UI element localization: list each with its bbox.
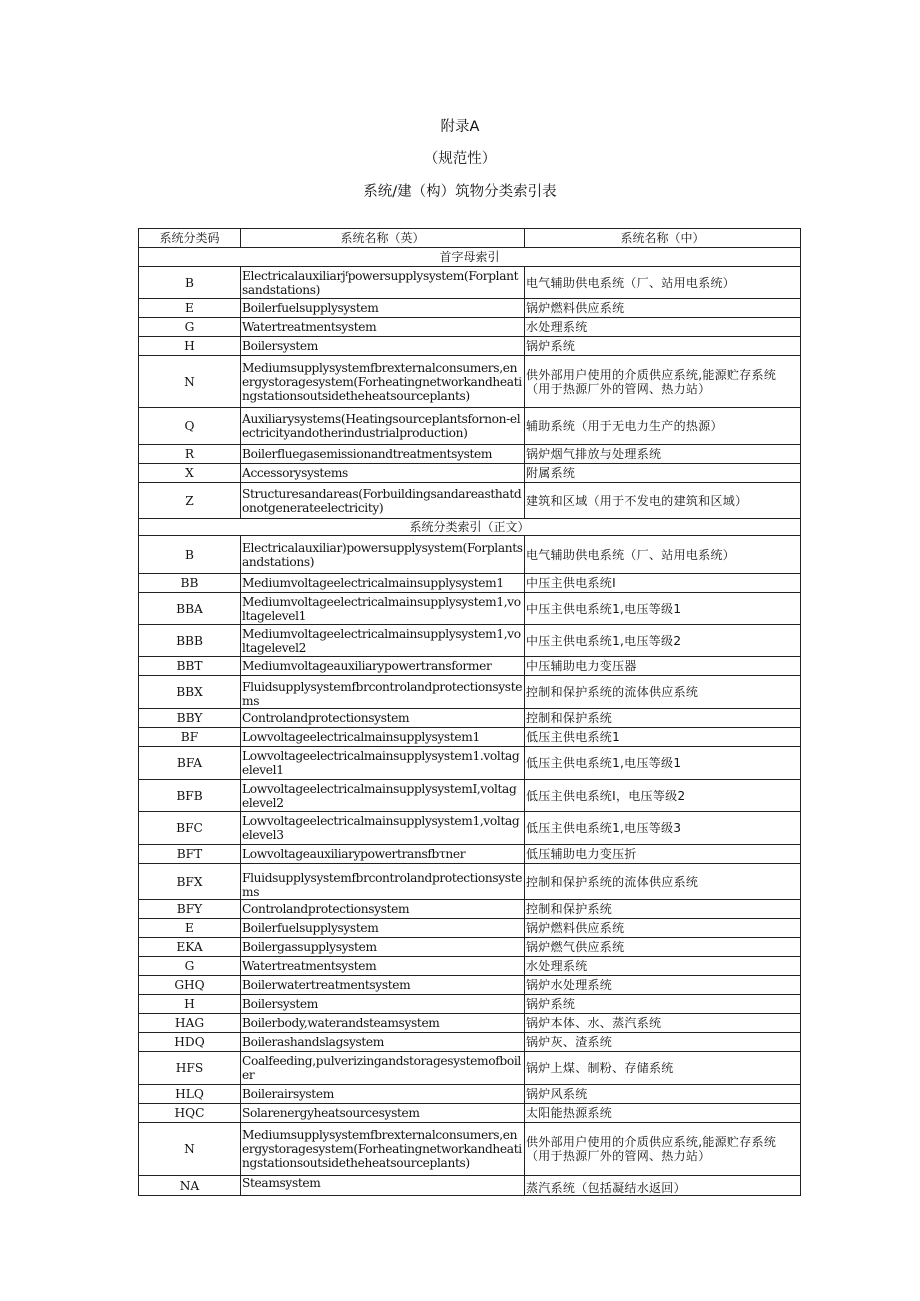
table-row: [139, 483, 801, 519]
cell-code: BFX: [139, 864, 241, 900]
cell-name-zh: 中压辅助电力变压器: [525, 657, 801, 676]
cell-name-zh: 建筑和区域（用于不发电的建筑和区域）: [525, 483, 801, 519]
table-row: [139, 625, 801, 657]
table-row: [139, 812, 801, 845]
cell-name-en: Lowvoltageelectricalmainsupplysystem1.voltagelevel1: [241, 747, 525, 780]
cell-code: B: [139, 536, 241, 574]
table-row: [139, 445, 801, 464]
table-row: [139, 1033, 801, 1052]
cell-name-zh: 低压辅助电力变压折: [525, 845, 801, 864]
cell-name-en: Accessorysystems: [241, 464, 525, 483]
cell-name-en: Lowvoltageelectricalmainsupplysystem1,voltagelevel3: [241, 812, 525, 845]
table-row: [139, 728, 801, 747]
table-row: [139, 676, 801, 709]
cell-name-zh: 锅炉系统: [525, 995, 801, 1014]
cell-code: BBX: [139, 676, 241, 709]
cell-code: G: [139, 957, 241, 976]
cell-name-zh: 蒸汽系统（包括凝结水返回）: [525, 1176, 801, 1196]
table-row: [139, 1104, 801, 1123]
cell-code: BFT: [139, 845, 241, 864]
cell-name-zh: 锅炉风系统: [525, 1085, 801, 1104]
cell-name-en: Steamsystem: [241, 1176, 525, 1196]
table-title: 系统/建（构）筑物分类索引表: [363, 184, 557, 200]
cell-code: BBT: [139, 657, 241, 676]
cell-code: N: [139, 1123, 241, 1176]
table-row: [139, 780, 801, 812]
cell-code: BBY: [139, 709, 241, 728]
cell-name-zh: 控制和保护系统: [525, 900, 801, 919]
cell-name-en: Auxiliarysystems(Heatingsourceplantsfornon-electricityandotherindustrialproduction): [241, 408, 525, 445]
appendix-label: 附录A: [440, 119, 480, 135]
table-row: [139, 1123, 801, 1176]
cell-name-en: Controlandprotectionsystem: [241, 900, 525, 919]
table-row: [139, 747, 801, 780]
cell-name-zh: 供外部用户使用的介质供应系统,能源贮存系统（用于热源厂外的管网、热力站）: [525, 356, 801, 408]
cell-code: BBA: [139, 593, 241, 625]
normative-label: （规范性）: [423, 151, 497, 167]
cell-name-en: Boilerfuelsupplysystem: [241, 299, 525, 318]
table-row: [139, 593, 801, 625]
cell-name-zh: 控制和保护系统的流体供应系统: [525, 864, 801, 900]
cell-code: H: [139, 995, 241, 1014]
cell-code: EKA: [139, 938, 241, 957]
cell-name-zh: 中压主供电系统1,电压等级1: [525, 593, 801, 625]
table-row: [139, 1052, 801, 1085]
cell-code: N: [139, 356, 241, 408]
cell-name-zh: 中压主供电系统I: [525, 574, 801, 593]
cell-name-zh: 控制和保护系统: [525, 709, 801, 728]
table-row: [139, 900, 801, 919]
table-row: [139, 919, 801, 938]
cell-code: BBB: [139, 625, 241, 657]
cell-name-zh: 电气辅助供电系统（厂、站用电系统）: [525, 267, 801, 299]
cell-name-en: Mediumvoltageelectricalmainsupplysystem1,voltagelevel2: [241, 625, 525, 657]
cell-code: HFS: [139, 1052, 241, 1085]
table-row: [139, 995, 801, 1014]
header-code: 系统分类码: [139, 229, 241, 248]
cell-name-zh: 锅炉烟气排放与处理系统: [525, 445, 801, 464]
table-row: [139, 299, 801, 318]
cell-name-zh: 低压主供电系统I，电压等级2: [525, 780, 801, 812]
cell-code: B: [139, 267, 241, 299]
cell-name-zh: 辅助系统（用于无电力生产的热源）: [525, 408, 801, 445]
table-row: [139, 976, 801, 995]
cell-name-zh: 中压主供电系统1,电压等级2: [525, 625, 801, 657]
cell-name-en: Mediumvoltageauxiliarypowertransformer: [241, 657, 525, 676]
header-name-zh: 系统名称（中）: [525, 229, 801, 248]
cell-code: HDQ: [139, 1033, 241, 1052]
table-row: [139, 356, 801, 408]
classification-index-table: [138, 228, 801, 1196]
cell-code: BFA: [139, 747, 241, 780]
table-row: [139, 408, 801, 445]
cell-name-en: Fluidsupplysystemfbrcontrolandprotectionsystems: [241, 676, 525, 709]
cell-code: E: [139, 919, 241, 938]
table-row: [139, 709, 801, 728]
cell-name-zh: 锅炉本体、水、蒸汽系统: [525, 1014, 801, 1033]
cell-name-zh: 锅炉灰、渣系统: [525, 1033, 801, 1052]
cell-name-en: Fluidsupplysystemfbrcontrolandprotectionsystems: [241, 864, 525, 900]
cell-name-en: Mediumvoltageelectricalmainsupplysystem1,voltagelevel1: [241, 593, 525, 625]
cell-code: NA: [139, 1176, 241, 1196]
cell-code: HQC: [139, 1104, 241, 1123]
cell-name-zh: 低压主供电系统1,电压等级1: [525, 747, 801, 780]
cell-name-zh: 供外部用户使用的介质供应系统,能源贮存系统（用于热源厂外的管网、热力站）: [525, 1123, 801, 1176]
cell-name-zh: 锅炉燃料供应系统: [525, 919, 801, 938]
cell-code: Q: [139, 408, 241, 445]
table-row: [139, 938, 801, 957]
section-row-classification-index: [139, 519, 801, 536]
cell-name-en: Boilersystem: [241, 995, 525, 1014]
cell-code: BFY: [139, 900, 241, 919]
header-name-en: 系统名称（英）: [241, 229, 525, 248]
cell-name-en: Boilerfuelsupplysystem: [241, 919, 525, 938]
cell-name-en: Mediumvoltageelectricalmainsupplysystem1: [241, 574, 525, 593]
cell-name-en: Watertreatmentsystem: [241, 318, 525, 337]
cell-code: R: [139, 445, 241, 464]
cell-code: Z: [139, 483, 241, 519]
cell-name-zh: 电气辅助供电系统（厂、站用电系统）: [525, 536, 801, 574]
cell-name-zh: 低压主供电系统1: [525, 728, 801, 747]
cell-name-en: Boilersystem: [241, 337, 525, 356]
cell-name-en: Boilerairsystem: [241, 1085, 525, 1104]
cell-code: G: [139, 318, 241, 337]
cell-code: HAG: [139, 1014, 241, 1033]
cell-name-en: Boilerashandslagsystem: [241, 1033, 525, 1052]
cell-code: X: [139, 464, 241, 483]
table-row: [139, 337, 801, 356]
table-row: [139, 1085, 801, 1104]
cell-name-en: Controlandprotectionsystem: [241, 709, 525, 728]
cell-name-en: Lowvoltageauxiliarypowertransfbτner: [241, 845, 525, 864]
table-row: [139, 464, 801, 483]
cell-name-zh: 水处理系统: [525, 957, 801, 976]
table-row: [139, 574, 801, 593]
cell-code: BFC: [139, 812, 241, 845]
section-title-initial-index: 首字母索引: [139, 248, 801, 267]
cell-code: E: [139, 299, 241, 318]
cell-code: H: [139, 337, 241, 356]
table-row: [139, 864, 801, 900]
table-row: [139, 657, 801, 676]
cell-name-en: Mediumsupplysystemfbrexternalconsumers,energystoragesystem(Forheatingnetworkandheatingstationsoutsidetheheatsourceplants): [241, 356, 525, 408]
cell-name-zh: 锅炉系统: [525, 337, 801, 356]
table-row: [139, 845, 801, 864]
cell-name-en: Boilerwatertreatmentsystem: [241, 976, 525, 995]
table-row: [139, 267, 801, 299]
cell-name-en: Boilerfluegasemissionandtreatmentsystem: [241, 445, 525, 464]
cell-code: GHQ: [139, 976, 241, 995]
cell-name-en: Electricalauxiliar)powersupplysystem(Forplantsandstations): [241, 536, 525, 574]
cell-name-en: Structuresandareas(Forbuildingsandareasthatdonotgenerateelectricity): [241, 483, 525, 519]
cell-name-en: Boilergassupplysystem: [241, 938, 525, 957]
cell-name-zh: 锅炉燃气供应系统: [525, 938, 801, 957]
table-row: [139, 1176, 801, 1196]
cell-name-en: Solarenergyheatsourcesystem: [241, 1104, 525, 1123]
cell-name-en: Electricalauxiliarjᶠpowersupplysystem(Forplantsandstations): [241, 267, 525, 299]
cell-name-zh: 锅炉燃料供应系统: [525, 299, 801, 318]
cell-code: BFB: [139, 780, 241, 812]
cell-name-en: LowvoltageelectricalmainsupplysystemI,voltagelevel2: [241, 780, 525, 812]
table-row: [139, 536, 801, 574]
cell-name-en: Coalfeeding,pulverizingandstoragesystemofboiler: [241, 1052, 525, 1085]
section-row-initial-index: [139, 248, 801, 267]
cell-code: BB: [139, 574, 241, 593]
cell-name-en: Watertreatmentsystem: [241, 957, 525, 976]
table-row: [139, 1014, 801, 1033]
cell-name-zh: 低压主供电系统1,电压等级3: [525, 812, 801, 845]
cell-name-zh: 控制和保护系统的流体供应系统: [525, 676, 801, 709]
section-title-classification-index: 系统分类索引（正文）: [139, 519, 801, 536]
cell-name-zh: 水处理系统: [525, 318, 801, 337]
table-row: [139, 318, 801, 337]
table-row: [139, 957, 801, 976]
cell-name-en: Boilerbody,waterandsteamsystem: [241, 1014, 525, 1033]
cell-name-en: Lowvoltageelectricalmainsupplysystem1: [241, 728, 525, 747]
cell-name-zh: 太阳能热源系统: [525, 1104, 801, 1123]
cell-name-zh: 附属系统: [525, 464, 801, 483]
cell-code: HLQ: [139, 1085, 241, 1104]
cell-name-zh: 锅炉水处理系统: [525, 976, 801, 995]
cell-name-zh: 锅炉上煤、制粉、存储系统: [525, 1052, 801, 1085]
table-header-row: [139, 229, 801, 248]
cell-code: BF: [139, 728, 241, 747]
cell-name-en: Mediumsupplysystemfbrexternalconsumers,energystoragesystem(Forheatingnetworkandheatingstationsoutsidetheheatsourceplants): [241, 1123, 525, 1176]
